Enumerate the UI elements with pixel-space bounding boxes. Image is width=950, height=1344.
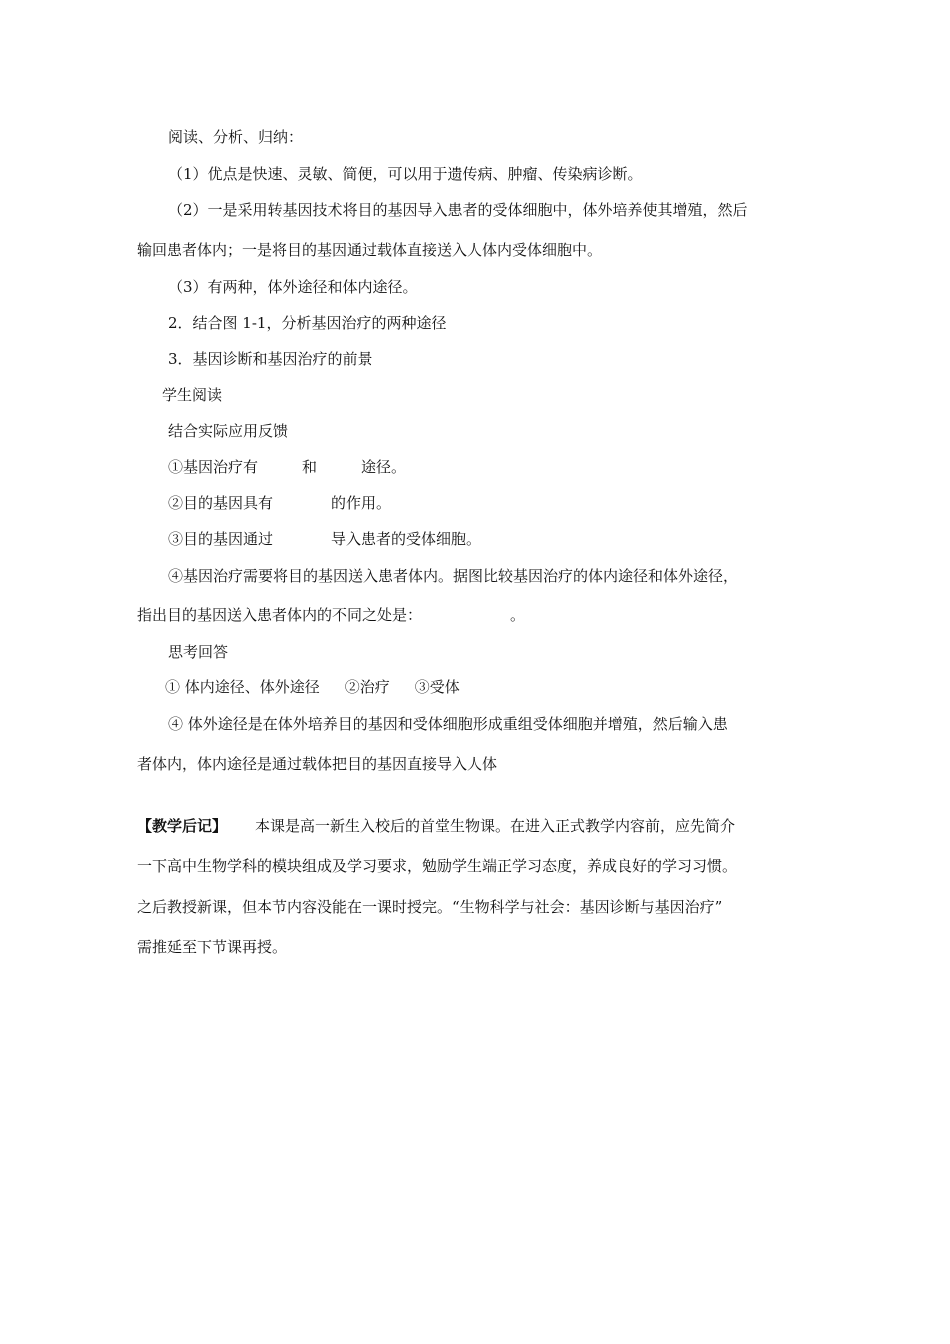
question-text: 。 xyxy=(510,606,526,624)
fill-in-question-4-cont xyxy=(137,605,525,625)
postscript-line-4: 需推延至下节课再授。 xyxy=(137,938,288,956)
section-heading: 思考回答 xyxy=(168,643,229,661)
postscript-text: 本课是高一新生入校后的首堂生物课。在进入正式教学内容前，应先简介 xyxy=(255,817,736,835)
fill-in-question-1 xyxy=(168,457,406,477)
question-text: 途径。 xyxy=(361,458,407,476)
section-heading: 结合实际应用反馈 xyxy=(168,422,289,440)
text-line: （3）有两种，体外途径和体内途径。 xyxy=(168,278,418,296)
text-line: 3．基因诊断和基因治疗的前景 xyxy=(168,350,373,368)
text-line: （1）优点是快速、灵敏、简便，可以用于遗传病、肿瘤、传染病诊断。 xyxy=(168,165,643,183)
text-line: （2）一是采用转基因技术将目的基因导入患者的受体细胞中，体外培养使其增殖，然后 xyxy=(168,201,748,219)
postscript-line-2: 一下高中生物学科的模块组成及学习要求，勉励学生端正学习态度，养成良好的学习习惯。 xyxy=(137,857,738,875)
text-line: 2．结合图 1-1，分析基因治疗的两种途径 xyxy=(168,314,447,332)
question-text: 和 xyxy=(302,458,318,476)
fill-in-question-2 xyxy=(168,493,391,513)
answer-line xyxy=(165,677,460,697)
answer-2: ②治疗 xyxy=(344,678,390,696)
question-text: ②目的基因具有 xyxy=(168,494,274,512)
question-text: 指出目的基因送入患者体内的不同之处是： xyxy=(137,606,423,624)
fill-in-question-3 xyxy=(168,529,481,549)
question-text: ③目的基因通过 xyxy=(168,530,274,548)
fill-in-question-4: ④基因治疗需要将目的基因送入患者体内。据图比较基因治疗的体内途径和体外途径， xyxy=(168,567,739,585)
postscript-label: 【教学后记】 xyxy=(137,817,228,835)
text-line: 输回患者体内；一是将目的基因通过载体直接送入人体内受体细胞中。 xyxy=(137,241,603,259)
answer-4: ④ 体外途径是在体外培养目的基因和受体细胞形成重组受体细胞并增殖，然后输入患 xyxy=(168,715,728,733)
answer-4-cont: 者体内，体内途径是通过载体把目的基因直接导入人体 xyxy=(137,755,498,773)
postscript-line-1 xyxy=(137,816,735,836)
section-heading: 学生阅读 xyxy=(162,386,223,404)
answer-1: ① 体内途径、体外途径 xyxy=(165,678,320,696)
question-text: ①基因治疗有 xyxy=(168,458,259,476)
question-text: 的作用。 xyxy=(331,494,392,512)
section-heading: 阅读、分析、归纳： xyxy=(168,128,304,146)
question-text: 导入患者的受体细胞。 xyxy=(331,530,482,548)
answer-3: ③受体 xyxy=(414,678,460,696)
postscript-line-3: 之后教授新课，但本节内容没能在一课时授完。“生物科学与社会：基因诊断与基因治疗” xyxy=(137,898,723,916)
